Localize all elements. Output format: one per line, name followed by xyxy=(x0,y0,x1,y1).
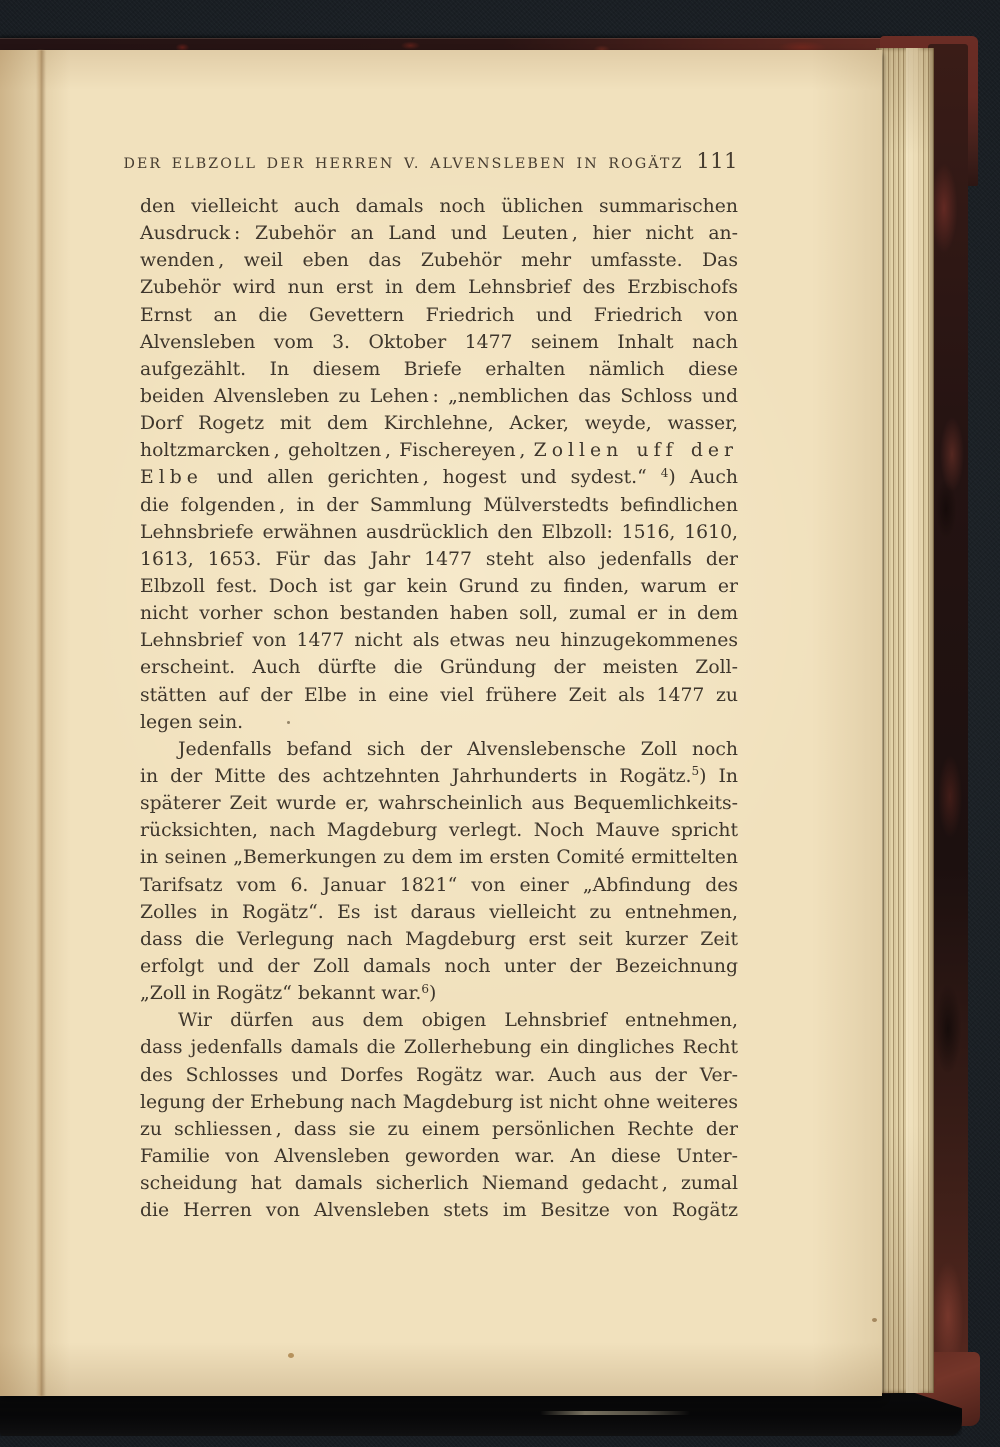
text-line xyxy=(140,1116,738,1143)
text-segment: und allen gerichten , hogest und sydest.“ xyxy=(202,467,661,489)
text-segment: Elbzoll fest. Doch ist gar kein Grund zu finden, warum er xyxy=(140,575,738,597)
text-segment: holtzmarcken , geholtzen , Fischereyen , xyxy=(140,440,534,462)
text-line xyxy=(140,1062,738,1089)
text-segment: erscheint. Auch dürfte die Gründung der meisten Zoll- xyxy=(140,657,738,679)
text-line xyxy=(140,1170,738,1197)
gutter-crease xyxy=(36,50,46,1396)
text-line xyxy=(140,980,738,1007)
text-segment: ) In xyxy=(699,765,739,787)
spaced-emphasis: Zollen uff der xyxy=(533,440,739,462)
page-fore-edge-stack xyxy=(876,48,934,1393)
text-segment: nicht vorher schon bestanden haben soll, zumal er in dem xyxy=(140,603,738,625)
text-line xyxy=(140,817,738,844)
text-line xyxy=(140,763,738,790)
text-segment: Jedenfalls befand sich der Alvenslebensche Zoll noch xyxy=(178,738,738,760)
text-line xyxy=(140,899,738,926)
text-line xyxy=(140,1007,738,1034)
text-segment: den vielleicht auch damals noch üblichen summarischen xyxy=(140,196,738,217)
foxing-spot xyxy=(288,1353,294,1358)
text-segment: ) xyxy=(429,983,437,1005)
text-line xyxy=(140,1089,738,1116)
text-segment: Zolles in Rogätz“. Es ist daraus vielleicht zu entnehmen, xyxy=(140,901,738,923)
text-segment: Lehnsbriefe erwähnen ausdrücklich den Elbzoll: 1516, 1610, xyxy=(140,521,738,543)
text-segment: dass jedenfalls damals die Zollerhebung ein dingliches Recht xyxy=(140,1037,738,1059)
text-segment: aufgezählt. In diesem Briefe erhalten nämlich diese xyxy=(140,358,738,380)
text-line xyxy=(140,1034,738,1061)
text-line xyxy=(140,546,738,573)
text-segment: legung der Erhebung nach Magdeburg ist nicht ohne weiteres xyxy=(140,1091,738,1113)
text-line xyxy=(140,302,738,329)
text-line xyxy=(140,356,738,383)
foxing-spot xyxy=(872,1318,877,1322)
gutter-shading xyxy=(0,50,70,1396)
text-segment: des Schlosses und Dorfes Rogätz war. Auch aus der Ver- xyxy=(140,1064,738,1086)
text-line xyxy=(140,247,738,274)
text-segment: in der Mitte des achtzehnten Jahrhunderts in Rogätz. xyxy=(140,765,692,787)
text-line xyxy=(140,220,738,247)
text-segment: dass die Verlegung nach Magdeburg erst seit kurzer Zeit xyxy=(140,928,738,950)
text-line xyxy=(140,464,738,491)
text-line xyxy=(140,437,738,464)
page-number: 111 xyxy=(696,149,738,173)
text-segment: scheidung hat damals sicherlich Niemand gedacht , zumal xyxy=(140,1173,738,1195)
text-segment: die folgenden , in der Sammlung Mülverstedts befindlichen xyxy=(140,494,738,516)
text-line xyxy=(140,736,738,763)
text-segment: ) Auch xyxy=(668,467,738,489)
footnote-marker: 6 xyxy=(421,981,430,996)
text-line xyxy=(140,790,738,817)
fore-edge-shading xyxy=(876,48,934,1393)
cover-scuff-mark xyxy=(540,1411,690,1415)
text-segment: Zubehör wird nun erst in dem Lehnsbrief des Erzbischofs xyxy=(140,277,738,299)
text-segment: Alvensleben vom 3. Oktober 1477 seinem Inhalt nach xyxy=(140,331,738,353)
text-line xyxy=(140,872,738,899)
text-line xyxy=(140,682,738,709)
text-segment: Ausdruck : Zubehör an Land und Leuten , hier nicht an- xyxy=(140,223,738,245)
spaced-emphasis: Elbe xyxy=(140,467,203,489)
text-line xyxy=(140,573,738,600)
footnote-marker: 5 xyxy=(691,764,700,779)
text-segment: Ernst an die Gevettern Friedrich und Friedrich von xyxy=(140,304,738,326)
running-header xyxy=(123,149,738,173)
text-line xyxy=(140,654,738,681)
text-segment: in seinen „Bemerkungen zu dem im ersten Comité ermittelten xyxy=(140,847,738,869)
text-segment: Familie von Alvensleben geworden war. An diese Unter- xyxy=(140,1145,738,1167)
text-segment: legen sein. xyxy=(140,711,244,733)
text-line xyxy=(140,600,738,627)
text-segment: stätten auf der Elbe in eine viel frühere Zeit als 1477 zu xyxy=(140,684,738,706)
text-segment: erfolgt und der Zoll damals noch unter der Bezeichnung xyxy=(140,955,738,977)
text-line xyxy=(140,410,738,437)
text-line xyxy=(140,953,738,980)
text-segment: „Zoll in Rogätz“ bekannt war. xyxy=(140,983,422,1005)
text-segment: zu schliessen , dass sie zu einem persönlichen Rechte der xyxy=(140,1118,738,1140)
text-block xyxy=(140,193,738,1224)
text-segment: Lehnsbrief von 1477 nicht als etwas neu hinzugekommenes xyxy=(140,630,738,652)
text-line xyxy=(140,492,738,519)
running-header-title: DER ELBZOLL DER HERREN V. ALVENSLEBEN IN ROGÄTZ xyxy=(123,156,684,172)
text-line xyxy=(140,844,738,871)
text-line xyxy=(140,926,738,953)
text-line xyxy=(140,274,738,301)
text-line xyxy=(140,193,738,220)
text-segment: wenden , weil eben das Zubehör mehr umfasste. Das xyxy=(140,250,738,272)
book-cover-bottom-edge xyxy=(0,1390,962,1436)
text-segment: späterer Zeit wurde er, wahrscheinlich aus Bequemlichkeits- xyxy=(140,793,738,815)
text-segment: die Herren von Alvensleben stets im Besitze von Rogätz xyxy=(140,1200,738,1222)
book-cover-right-edge xyxy=(928,44,968,1412)
text-segment: beiden Alvensleben zu Lehen : „nemblichen das Schloss und xyxy=(140,385,738,407)
text-line xyxy=(140,627,738,654)
text-line xyxy=(140,383,738,410)
text-segment: Tarifsatz vom 6. Januar 1821“ von einer „Abfindung des xyxy=(140,874,738,896)
footnote-marker: 4 xyxy=(660,465,669,480)
text-line xyxy=(140,519,738,546)
text-line xyxy=(140,709,738,736)
text-line xyxy=(140,329,738,356)
text-segment: rücksichten, nach Magdeburg verlegt. Noch Mauve spricht xyxy=(140,820,738,842)
text-segment: 1613, 1653. Für das Jahr 1477 steht also jedenfalls der xyxy=(140,548,738,570)
text-line xyxy=(140,1197,738,1224)
text-segment: Wir dürfen aus dem obigen Lehnsbrief entnehmen, xyxy=(178,1010,738,1032)
text-segment: Dorf Rogetz mit dem Kirchlehne, Acker, weyde, wasser, xyxy=(140,413,738,435)
text-line xyxy=(140,1143,738,1170)
